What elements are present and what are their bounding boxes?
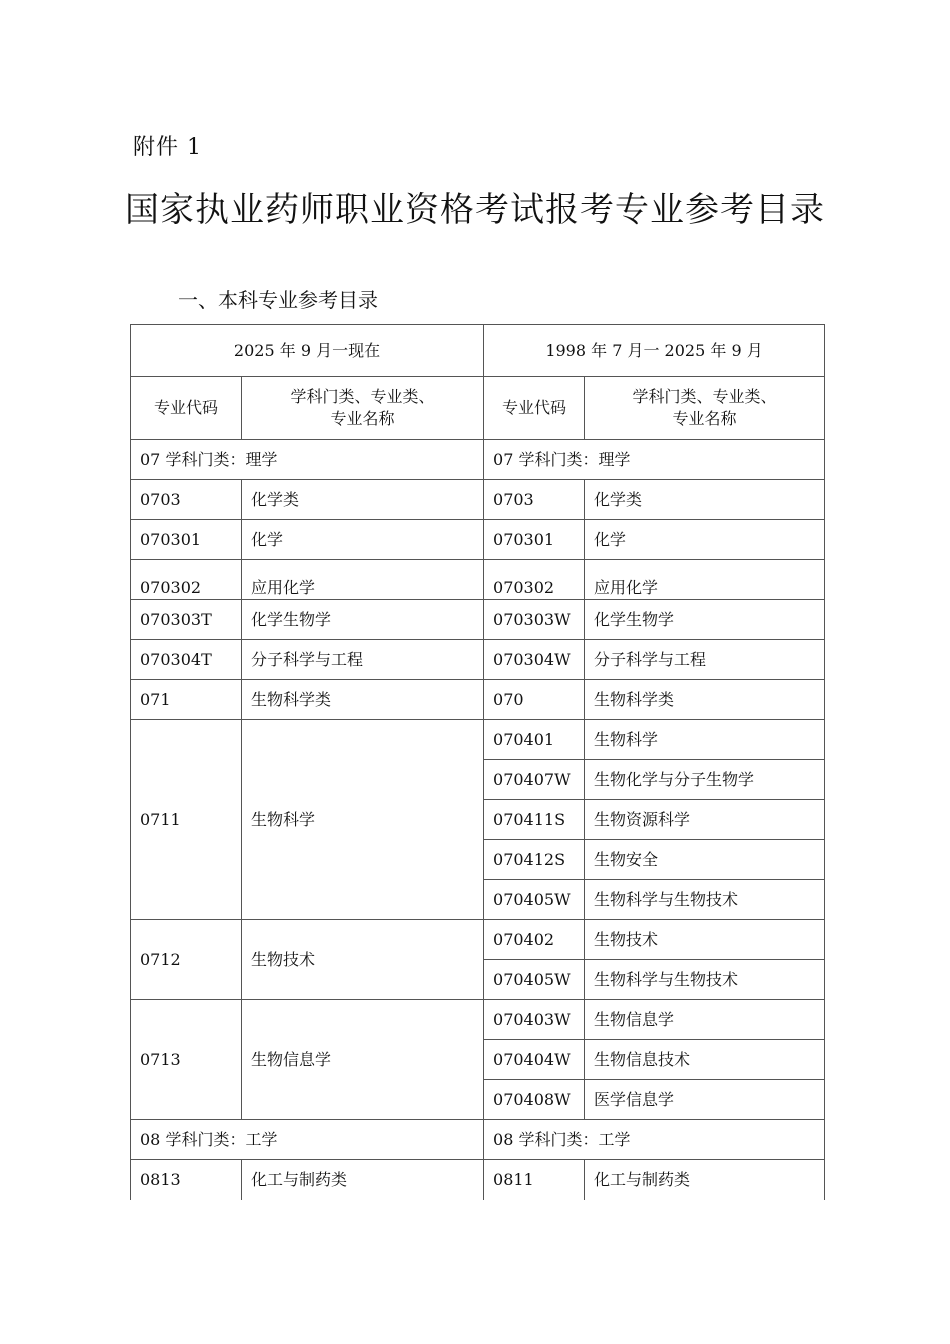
- col-header-name-line2: 专业名称: [672, 409, 737, 428]
- table-row: [131, 640, 825, 680]
- attachment-label: 附件 1: [133, 135, 202, 160]
- name-cell: 分子科学与工程: [242, 640, 484, 680]
- col-header-code-old: 专业代码: [484, 377, 585, 440]
- name-cell: 生物信息技术: [585, 1040, 825, 1080]
- col-header-name-line1: 学科门类、专业类、: [632, 387, 777, 406]
- table-row: [131, 680, 825, 720]
- col-header-name-old: [585, 377, 825, 440]
- name-cell: 生物安全: [585, 840, 825, 880]
- table-row: [131, 1000, 825, 1040]
- code-cell: 070303T: [131, 600, 242, 640]
- code-cell: 070411S: [484, 800, 585, 840]
- category-row-08: [131, 1120, 825, 1160]
- col-header-name-line1: 学科门类、专业类、: [290, 387, 435, 406]
- code-cell: 070403W: [484, 1000, 585, 1040]
- name-cell: 生物科学类: [242, 680, 484, 720]
- category-row-07: [131, 440, 825, 480]
- table-row: [131, 920, 825, 960]
- code-cell: 0713: [131, 1000, 242, 1120]
- name-cell: 化学: [585, 520, 825, 560]
- name-cell: 分子科学与工程: [585, 640, 825, 680]
- category-cell: 07 学科门类：理学: [484, 440, 825, 480]
- code-cell: 070302: [131, 560, 242, 600]
- code-cell: 070304T: [131, 640, 242, 680]
- code-cell: 070405W: [484, 960, 585, 1000]
- page-title: 国家执业药师职业资格考试报考专业参考目录: [125, 190, 825, 230]
- name-cell: 生物信息学: [242, 1000, 484, 1120]
- code-cell: 0813: [131, 1160, 242, 1200]
- code-cell: 070: [484, 680, 585, 720]
- name-cell: 生物科学类: [585, 680, 825, 720]
- col-header-name-line2: 专业名称: [330, 409, 395, 428]
- table-row: [131, 520, 825, 560]
- name-cell: 化工与制药类: [242, 1160, 484, 1200]
- code-cell: 070402: [484, 920, 585, 960]
- name-cell: 应用化学: [242, 560, 484, 600]
- code-cell: 0703: [131, 480, 242, 520]
- period-new-header: 2025 年 9 月一现在: [131, 325, 484, 377]
- code-cell: 0703: [484, 480, 585, 520]
- name-cell: 生物科学与生物技术: [585, 880, 825, 920]
- code-cell: 070304W: [484, 640, 585, 680]
- category-cell: 08 学科门类：工学: [484, 1120, 825, 1160]
- category-cell: 07 学科门类：理学: [131, 440, 484, 480]
- name-cell: 生物技术: [242, 920, 484, 1000]
- name-cell: 化学类: [242, 480, 484, 520]
- code-cell: 070412S: [484, 840, 585, 880]
- table-row: [131, 560, 825, 600]
- table-header-columns-row: [131, 377, 825, 440]
- table-row: [131, 480, 825, 520]
- name-cell: 生物科学: [585, 720, 825, 760]
- name-cell: 化学生物学: [585, 600, 825, 640]
- name-cell: 化工与制药类: [585, 1160, 825, 1200]
- category-cell: 08 学科门类：工学: [131, 1120, 484, 1160]
- name-cell: 化学生物学: [242, 600, 484, 640]
- table-row: [131, 720, 825, 760]
- code-cell: 070303W: [484, 600, 585, 640]
- code-cell: 0711: [131, 720, 242, 920]
- name-cell: 生物科学: [242, 720, 484, 920]
- name-cell: 化学类: [585, 480, 825, 520]
- code-cell: 070302: [484, 560, 585, 600]
- code-cell: 070405W: [484, 880, 585, 920]
- code-cell: 070401: [484, 720, 585, 760]
- code-cell: 070301: [484, 520, 585, 560]
- col-header-code-new: 专业代码: [131, 377, 242, 440]
- name-cell: 生物科学与生物技术: [585, 960, 825, 1000]
- code-cell: 0712: [131, 920, 242, 1000]
- code-cell: 070404W: [484, 1040, 585, 1080]
- code-cell: 070407W: [484, 760, 585, 800]
- name-cell: 生物资源科学: [585, 800, 825, 840]
- code-cell: 0811: [484, 1160, 585, 1200]
- name-cell: 医学信息学: [585, 1080, 825, 1120]
- period-old-header: 1998 年 7 月一 2025 年 9 月: [484, 325, 825, 377]
- table-header-period-row: [131, 325, 825, 377]
- table-row: [131, 1160, 825, 1200]
- table-row: [131, 600, 825, 640]
- name-cell: 化学: [242, 520, 484, 560]
- code-cell: 071: [131, 680, 242, 720]
- section-title: 一、本科专业参考目录: [178, 288, 378, 312]
- code-cell: 070301: [131, 520, 242, 560]
- code-cell: 070408W: [484, 1080, 585, 1120]
- name-cell: 生物信息学: [585, 1000, 825, 1040]
- name-cell: 生物技术: [585, 920, 825, 960]
- col-header-name-new: [242, 377, 484, 440]
- major-catalog-table: [130, 324, 825, 1200]
- name-cell: 应用化学: [585, 560, 825, 600]
- name-cell: 生物化学与分子生物学: [585, 760, 825, 800]
